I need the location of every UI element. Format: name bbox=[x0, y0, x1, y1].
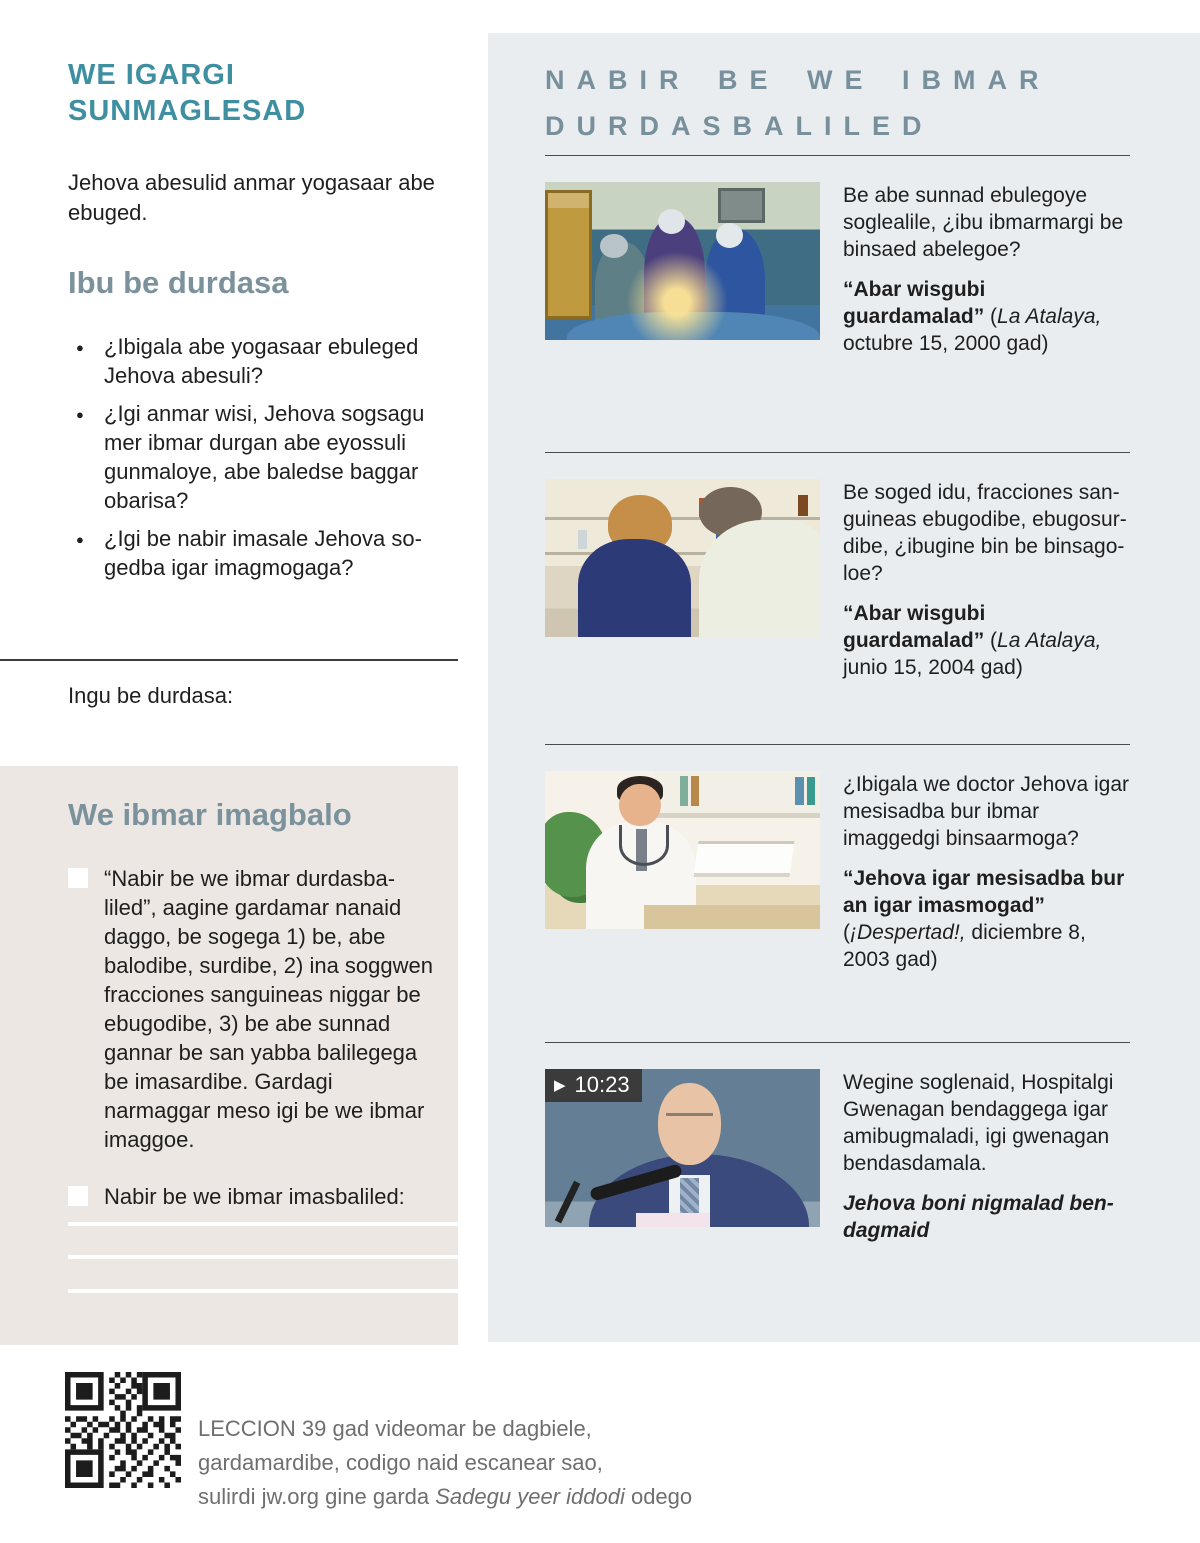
checklist-item bbox=[68, 1182, 438, 1211]
reference bbox=[843, 865, 1130, 973]
reference-paren: ( bbox=[984, 305, 998, 328]
photo-shape bbox=[555, 1180, 581, 1223]
writing-line bbox=[68, 1222, 458, 1226]
left-divider bbox=[0, 659, 458, 661]
question-item: ● ¿Igi anmar wisi, Jehova sogsagu mer ibmar durgan abe eyossuli gunmaloye, abe baledse baggar obarisa? bbox=[68, 399, 460, 515]
reference-title: “Jehova igar mesisadba bur an igar imasmogad” bbox=[843, 867, 1125, 917]
writing-line bbox=[68, 1289, 458, 1293]
page-title: WE IGARGI SUNMAGLESAD bbox=[68, 59, 307, 127]
question-item: ● ¿Ibigala abe yogasaar ebuleged Jehova abesuli? bbox=[68, 332, 460, 390]
checklist-item bbox=[68, 864, 438, 1154]
photo-shape bbox=[578, 530, 587, 549]
reference-paren: ( bbox=[843, 921, 850, 944]
checkbox[interactable] bbox=[68, 1186, 88, 1206]
left-column bbox=[68, 57, 460, 591]
study-card bbox=[545, 1042, 1130, 1244]
intro-text: Jehova abesulid anmar yogasaar abe ebuged. bbox=[68, 170, 435, 225]
questions-list bbox=[68, 332, 460, 582]
video-title: Jehova boni nigmalad bendagmaid bbox=[843, 1192, 1114, 1242]
photo-shape bbox=[578, 539, 691, 637]
materials-label: Ingu be durdasa: bbox=[68, 683, 234, 708]
footer-line: gardamardibe, codigo naid escanear sao, bbox=[198, 1450, 603, 1475]
video-duration-badge bbox=[545, 1069, 642, 1102]
footer-line: LECCION 39 gad videomar be dagbiele, bbox=[198, 1416, 592, 1441]
caption-question: Wegine soglenaid, Hospitalgi Gwenagan bendaggega igar amibugmaladi, igi gwenagan bendasdamala. bbox=[843, 1071, 1114, 1175]
study-card bbox=[545, 452, 1130, 744]
reference-paren: ( bbox=[984, 629, 998, 652]
photo-shape bbox=[795, 777, 804, 805]
photo-shape bbox=[699, 520, 820, 637]
reference bbox=[843, 600, 1130, 681]
photo-shape bbox=[636, 1213, 710, 1227]
caption bbox=[843, 182, 1130, 452]
photo-shape bbox=[798, 495, 808, 516]
caption bbox=[843, 479, 1130, 744]
caption-question: ¿Ibigala we doctor Jehova igar mesisadba bur ibmar imaggedgi binsaarmoga? bbox=[843, 773, 1129, 850]
photo-shape bbox=[807, 777, 815, 805]
checklist-item-text: Nabir be we ibmar imasbaliled: bbox=[104, 1184, 405, 1209]
footer-publication: Sadegu yeer iddodi bbox=[435, 1484, 625, 1509]
study-card bbox=[545, 744, 1130, 1042]
footer-line: odego bbox=[624, 1484, 693, 1509]
reference-publication: La Atalaya, bbox=[997, 305, 1102, 328]
study-card bbox=[545, 155, 1130, 452]
reference-publication: ¡Despertad!, bbox=[850, 921, 966, 944]
play-icon: ▶ bbox=[554, 1076, 566, 1094]
caption-question: Be soged idu, fracciones sanguineas ebugodibe, ebugosurdibe, ¿ibugine bin be binsagoloe? bbox=[843, 481, 1127, 585]
reference-date: diciembre 8, 2003 gad) bbox=[843, 921, 1086, 971]
reference-title: “Abar wisgubi guardamalad” bbox=[843, 278, 986, 328]
consultation-photo bbox=[545, 479, 820, 637]
photo-shape bbox=[680, 776, 688, 806]
caption bbox=[843, 1069, 1130, 1244]
questions-heading: Ibu be durdasa bbox=[68, 265, 289, 300]
photo-shape bbox=[619, 784, 660, 827]
photo-shape bbox=[619, 825, 669, 866]
reference-date: junio 15, 2004 gad) bbox=[843, 656, 1023, 679]
photo-shape bbox=[644, 905, 820, 929]
reference-date: octubre 15, 2000 gad) bbox=[843, 332, 1049, 355]
qr-code bbox=[65, 1372, 181, 1488]
right-panel bbox=[488, 33, 1200, 1342]
video-duration: 10:23 bbox=[574, 1072, 630, 1097]
photo-shape bbox=[545, 182, 820, 340]
reference bbox=[843, 1190, 1130, 1244]
reference-title: “Abar wisgubi guardamalad” bbox=[843, 602, 986, 652]
caption-question: Be abe sunnad ebulegoye soglealile, ¿ibu ibmarmargi be binsaed abelegoe? bbox=[843, 184, 1124, 261]
photo-shape bbox=[691, 776, 699, 806]
checklist-item-text: “Nabir be we ibmar durdasbaliled”, aagine gardamar nanaid daggo, be sogega 1) be, abe balodibe, surdibe, 2) ina soggwen fracciones sanguineas niggar be ebugodibe, 3) be abe sunnad gannar be san yabba balilegega be imasardibe. Gardagi narmaggar meso igi be we ibmar imaggoe. bbox=[104, 866, 434, 1152]
right-panel-heading: NABIR BE WE IBMAR DURDASBALILED bbox=[545, 65, 1051, 141]
question-item: ● ¿Igi be nabir imasale Jehova sogedba igar imagmogaga? bbox=[68, 524, 460, 582]
reference-publication: La Atalaya, bbox=[997, 629, 1102, 652]
footer-instructions bbox=[198, 1412, 758, 1514]
photo-shape bbox=[666, 1113, 713, 1129]
note-box bbox=[0, 766, 458, 1345]
video-thumbnail[interactable] bbox=[545, 1069, 820, 1227]
note-box-heading: We ibmar imagbalo bbox=[68, 797, 352, 832]
caption bbox=[843, 771, 1130, 1042]
writing-line bbox=[68, 1255, 458, 1259]
footer-line: sulirdi jw.org gine garda bbox=[198, 1484, 436, 1509]
checkbox[interactable] bbox=[68, 868, 88, 888]
reference bbox=[843, 276, 1130, 357]
doctor-photo bbox=[545, 771, 820, 929]
photo-shape bbox=[694, 841, 795, 877]
surgery-photo bbox=[545, 182, 820, 340]
